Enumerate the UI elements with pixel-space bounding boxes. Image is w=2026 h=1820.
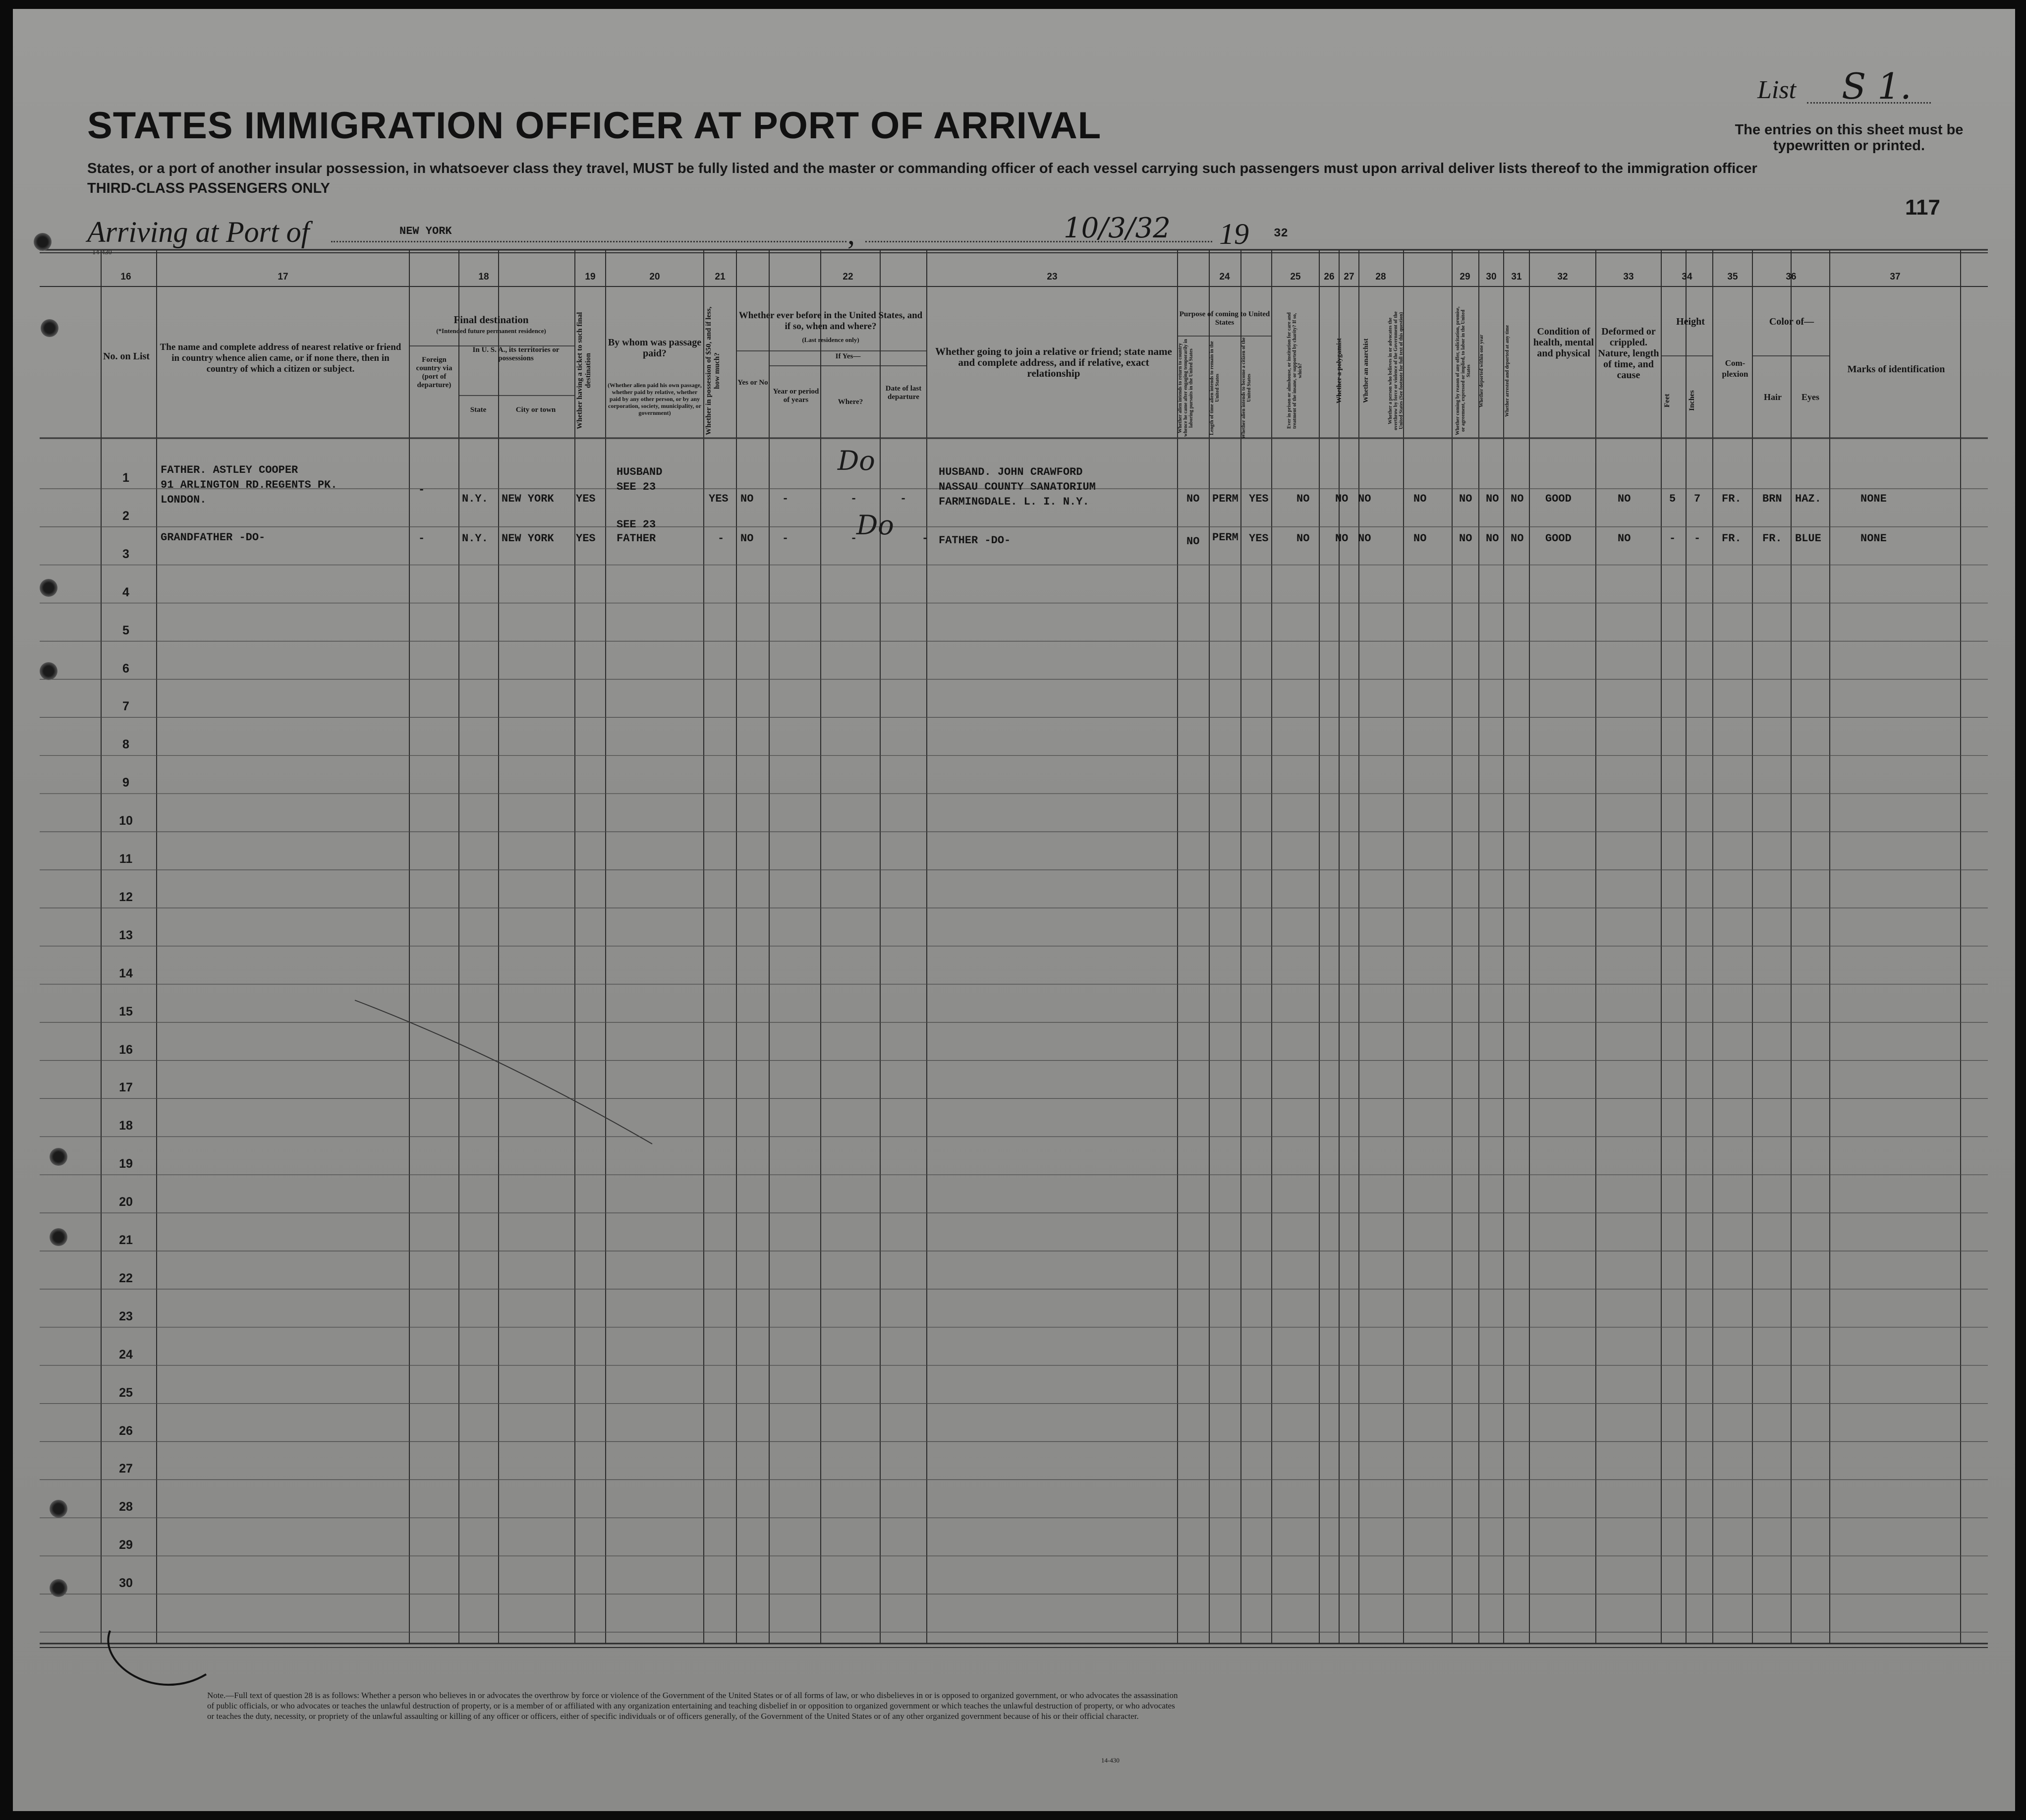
row2-paid-line2: FATHER bbox=[617, 532, 656, 545]
row1-col30: NO bbox=[1486, 493, 1499, 505]
row1-relative-line1: FATHER. ASTLEY COOPER bbox=[161, 464, 298, 476]
header-if-yes: If Yes— bbox=[835, 352, 861, 360]
row1-ticket: YES bbox=[576, 493, 596, 505]
header-eyes: Eyes bbox=[1801, 392, 1819, 402]
entry-instruction: The entries on this sheet must be typewritten or printed. bbox=[1735, 122, 1964, 154]
column-number: 37 bbox=[1890, 272, 1901, 282]
header-last-residence-only: (Last residence only) bbox=[802, 336, 859, 343]
row2-city: NEW YORK bbox=[502, 532, 554, 545]
row2-money: - bbox=[718, 532, 725, 545]
column-number: 34 bbox=[1682, 272, 1692, 282]
row1-eyes: HAZ. bbox=[1795, 493, 1821, 505]
row-number: 14 bbox=[119, 966, 133, 980]
header-purpose-length: Length of time alien intends to remain in the United States bbox=[1209, 341, 1220, 435]
row-number: 21 bbox=[119, 1233, 133, 1247]
header-inches: Inches bbox=[1688, 390, 1696, 411]
row1-hair: BRN bbox=[1762, 493, 1782, 505]
column-number: 23 bbox=[1047, 272, 1058, 282]
manifest-grid bbox=[13, 9, 2015, 1811]
passenger-class: THIRD-CLASS PASSENGERS ONLY bbox=[87, 180, 330, 196]
binder-hole bbox=[41, 319, 58, 337]
header-year-period: Year or period of years bbox=[773, 388, 819, 404]
manifest-sheet bbox=[13, 9, 2015, 1811]
column-number: 29 bbox=[1460, 272, 1470, 282]
arrival-date: 10/3/32 bbox=[1064, 212, 1171, 244]
row2-ditto-mark: Do bbox=[856, 510, 894, 541]
binder-hole bbox=[50, 1228, 67, 1246]
row1-join-line2: NASSAU COUNTY SANATORIUM bbox=[939, 481, 1096, 493]
row-number: 10 bbox=[119, 814, 133, 828]
header-polygamist: Whether a polygamist bbox=[1336, 338, 1343, 403]
header-complexion: Com- plexion bbox=[1722, 358, 1748, 379]
header-relative-address: The name and complete address of nearest relative or friend in country whence alien came, or if none there, then in country of which a citizen or subject. bbox=[160, 342, 401, 374]
row1-date-departure: - bbox=[900, 493, 907, 505]
row2-col28: NO bbox=[1413, 532, 1427, 545]
column-number: 18 bbox=[478, 272, 489, 282]
page-number: 117 bbox=[1905, 195, 1940, 220]
row1-purpose-return: NO bbox=[1186, 493, 1200, 505]
column-number: 28 bbox=[1375, 272, 1386, 282]
row1-join-line1: HUSBAND. JOHN CRAWFORD bbox=[939, 466, 1083, 478]
header-condition: Condition of health, mental and physical bbox=[1533, 326, 1594, 359]
row-number: 22 bbox=[119, 1271, 133, 1285]
row-number: 26 bbox=[119, 1423, 133, 1438]
header-col31: Whether arrested and deported at any time bbox=[1505, 325, 1510, 417]
header-yes-or-no: Yes or No bbox=[737, 379, 768, 387]
list-number: S 1. bbox=[1842, 65, 1912, 107]
row1-state: N.Y. bbox=[462, 493, 488, 505]
form-number: 14-430 bbox=[1101, 1757, 1120, 1764]
header-final-destination-note: (*Intended future permanent residence) bbox=[436, 327, 546, 335]
row-number: 27 bbox=[119, 1462, 133, 1476]
column-number: 35 bbox=[1727, 272, 1738, 282]
binder-hole bbox=[34, 233, 52, 251]
header-height: Height bbox=[1676, 316, 1705, 327]
row2-col25: NO bbox=[1296, 532, 1310, 545]
row-number: 6 bbox=[122, 661, 129, 676]
row-number: 4 bbox=[122, 585, 129, 599]
row1-col27: NO bbox=[1358, 493, 1371, 505]
column-number: 36 bbox=[1786, 272, 1797, 282]
column-number: 17 bbox=[278, 272, 288, 282]
header-in-usa: In U. S. A., its territories or possessions bbox=[472, 346, 560, 362]
row-number: 16 bbox=[119, 1042, 133, 1057]
row1-purpose-length: PERM bbox=[1212, 493, 1238, 505]
row1-inches: 7 bbox=[1694, 493, 1701, 505]
binder-hole bbox=[40, 662, 57, 680]
column-number: 24 bbox=[1219, 272, 1230, 282]
binder-hole bbox=[50, 1148, 67, 1166]
header-final-destination: Final destination bbox=[453, 314, 529, 326]
row2-col27: NO bbox=[1358, 532, 1371, 545]
header-deformed: Deformed or crippled. Nature, length of time, and cause bbox=[1598, 326, 1659, 381]
row-number: 25 bbox=[119, 1385, 133, 1400]
row2-hair: FR. bbox=[1762, 532, 1782, 545]
column-number: 25 bbox=[1290, 272, 1301, 282]
row2-marks: NONE bbox=[1860, 532, 1887, 545]
header-join-relative: Whether going to join a relative or friend; state name and complete address, and if relative, exact relationship bbox=[935, 345, 1172, 379]
row1-col28: NO bbox=[1413, 493, 1427, 505]
header-date-last-departure: Date of last departure bbox=[885, 385, 922, 401]
row2-join-line1: FATHER -DO- bbox=[939, 534, 1011, 547]
row1-col31: NO bbox=[1511, 493, 1524, 505]
intro-text: States, or a port of another insular possession, in whatsoever class they travel, MUST be fully listed and the master or commanding officer of each vessel carrying such passengers must upon arrival deliver lists thereof to the immigration officer bbox=[87, 161, 1757, 176]
port-comma: , bbox=[847, 218, 855, 250]
row1-year-period: - bbox=[782, 493, 789, 505]
row1-city: NEW YORK bbox=[502, 493, 554, 505]
header-hair: Hair bbox=[1764, 392, 1782, 402]
row2-foreign-country: - bbox=[418, 532, 425, 545]
row1-ever-before: NO bbox=[740, 493, 754, 505]
row1-join-line3: FARMINGDALE. L. I. N.Y. bbox=[939, 496, 1089, 508]
column-number: 27 bbox=[1344, 272, 1354, 282]
column-number: 31 bbox=[1511, 272, 1522, 282]
row-number: 7 bbox=[122, 699, 129, 714]
row-number: 19 bbox=[119, 1157, 133, 1171]
header-color-of: Color of— bbox=[1769, 316, 1814, 327]
row1-deformed: NO bbox=[1618, 493, 1631, 505]
header-purpose-citizen: Whether alien intends to become a citizen of the United States bbox=[1241, 337, 1252, 439]
row2-feet: - bbox=[1669, 532, 1676, 545]
pencil-stroke bbox=[355, 1000, 652, 1144]
column-number: 20 bbox=[649, 272, 660, 282]
row2-purpose-length: PERM bbox=[1212, 531, 1238, 544]
binder-hole bbox=[50, 1579, 67, 1597]
row-number: 28 bbox=[119, 1500, 133, 1514]
row-number: 1 bbox=[122, 471, 129, 485]
row-number: 5 bbox=[122, 623, 129, 637]
row2-relative-line1: GRANDFATHER -DO- bbox=[161, 531, 266, 544]
row2-col31: NO bbox=[1511, 532, 1524, 545]
row-number: 20 bbox=[119, 1195, 133, 1209]
header-no-on-list: No. on List bbox=[103, 351, 150, 362]
header-feet: Feet bbox=[1663, 394, 1671, 407]
header-foreign-country: Foreign country via (port of departure) bbox=[416, 356, 452, 389]
column-number: 21 bbox=[715, 272, 726, 282]
row2-purpose-citizen: YES bbox=[1249, 532, 1269, 545]
header-where: Where? bbox=[838, 398, 863, 406]
row1-complexion: FR. bbox=[1722, 493, 1742, 505]
header-col28: Whether a person who believes in or advocates the overthrow by force or violence of the Government of the United States (See footnote for full text of this question) bbox=[1388, 311, 1404, 430]
row1-marks: NONE bbox=[1860, 493, 1887, 505]
row-number: 18 bbox=[119, 1119, 133, 1133]
row1-health: GOOD bbox=[1545, 493, 1572, 505]
row-number: 15 bbox=[119, 1004, 133, 1019]
row1-money: YES bbox=[709, 493, 729, 505]
header-city-town: City or town bbox=[515, 406, 556, 414]
port-value: NEW YORK bbox=[399, 225, 452, 237]
header-purpose-return: Whether alien intends to return to country whence he came after engaging temporarily in laboring pursuits in the United States bbox=[1178, 339, 1194, 437]
binder-hole bbox=[50, 1500, 67, 1518]
row2-col29: NO bbox=[1459, 532, 1472, 545]
row1-relative-line2: 91 ARLINGTON RD.REGENTS PK. bbox=[161, 479, 338, 491]
column-number: 16 bbox=[120, 272, 131, 282]
row2-col30: NO bbox=[1486, 532, 1499, 545]
row-number: 12 bbox=[119, 890, 133, 904]
row2-col26: NO bbox=[1335, 532, 1349, 545]
row1-feet: 5 bbox=[1669, 493, 1676, 505]
row1-col29: NO bbox=[1459, 493, 1472, 505]
header-by-whom-paid-note: (Whether alien paid his own passage, whether paid by relative, whether paid by any other person, or by any corporation, society, municipality, or government) bbox=[608, 382, 702, 416]
pen-flourish bbox=[108, 1631, 206, 1685]
header-anarchist: Whether an anarchist bbox=[1362, 338, 1370, 403]
header-purpose: Purpose of coming to United States bbox=[1179, 310, 1270, 327]
header-by-whom-paid: By whom was passage paid? bbox=[608, 337, 702, 359]
footnote-question-28: Note.—Full text of question 28 is as follows: Whether a person who believes in or advocates the overthrow by force or violence of the Government of the United States or of all forms of law, or who disbelieves in or is opposed to organized government, or who advocates the assassination of public officials, or who advocates or teaches the unlawful destruction of property, or is a member of or affiliated with any organization entertaining and teaching disbelief in or opposition to organized government or which teaches the unlawful destruction of property, or who advocates or teaches the duty, necessity, or propriety of the unlawful assaulting or killing of any officer or officers, either of specific individuals or of officers generally, of the Government of the United States or of any other organized government because of his or their official character. bbox=[207, 1691, 1178, 1721]
row2-ticket: YES bbox=[576, 532, 596, 545]
header-state: State bbox=[470, 406, 487, 414]
column-number: 32 bbox=[1557, 272, 1568, 282]
column-number: 33 bbox=[1623, 272, 1634, 282]
row2-date-departure: - bbox=[922, 532, 929, 545]
row-number: 9 bbox=[122, 776, 129, 790]
row2-inches: - bbox=[1694, 532, 1701, 545]
row1-col25: NO bbox=[1296, 493, 1310, 505]
row2-health: GOOD bbox=[1545, 532, 1572, 545]
year-prefix: 19 bbox=[1219, 218, 1249, 250]
row1-relative-line3: LONDON. bbox=[161, 494, 207, 506]
row2-complexion: FR. bbox=[1722, 532, 1742, 545]
row2-paid-line1: SEE 23 bbox=[617, 518, 656, 531]
header-col25: Ever in prison or almshouse, or institution for care and treatment of the insane, or supported by charity? If so, which? bbox=[1287, 312, 1303, 429]
header-col30: Whether deported within one year bbox=[1479, 334, 1484, 407]
header-ticket: Whether having a ticket to such final destination bbox=[576, 312, 592, 430]
header-possession-50: Whether in possession of $50, and if less, how much? bbox=[705, 306, 721, 435]
header-marks: Marks of identification bbox=[1847, 364, 1945, 375]
row1-paid-line1: HUSBAND bbox=[617, 466, 663, 478]
header-col29: Whether coming by reason of any offer, solicitation, promise, or agreement, expressed or implied, to labor in the United States bbox=[1455, 306, 1471, 435]
row1-foreign-country: - bbox=[418, 484, 425, 496]
row1-col26: NO bbox=[1335, 493, 1349, 505]
column-number: 19 bbox=[585, 272, 596, 282]
row1-purpose-citizen: YES bbox=[1249, 493, 1269, 505]
row-number: 24 bbox=[119, 1347, 133, 1362]
column-number: 26 bbox=[1324, 272, 1335, 282]
row1-ditto-mark: Do bbox=[838, 445, 875, 476]
year-suffix: 32 bbox=[1274, 227, 1288, 240]
row2-year-period: - bbox=[782, 532, 789, 545]
form-code: 14-430 bbox=[92, 249, 112, 256]
row-number: 23 bbox=[119, 1309, 133, 1323]
row2-purpose-return: NO bbox=[1186, 535, 1200, 548]
row2-where: - bbox=[850, 532, 857, 545]
row2-state: N.Y. bbox=[462, 532, 488, 545]
row-number: 2 bbox=[122, 509, 129, 523]
page-title: STATES IMMIGRATION OFFICER AT PORT OF ARRIVAL bbox=[87, 105, 1102, 147]
row2-deformed: NO bbox=[1618, 532, 1631, 545]
header-ever-before: Whether ever before in the United States, and if so, when and where? bbox=[738, 310, 923, 332]
binder-hole bbox=[40, 579, 57, 597]
row1-where: - bbox=[850, 493, 857, 505]
row2-eyes: BLUE bbox=[1795, 532, 1821, 545]
list-label: List bbox=[1757, 76, 1797, 104]
row-number: 3 bbox=[122, 547, 129, 561]
column-number: 30 bbox=[1486, 272, 1497, 282]
row-number: 8 bbox=[122, 738, 129, 752]
row-number: 17 bbox=[119, 1081, 133, 1095]
column-number: 22 bbox=[843, 272, 853, 282]
row-number: 11 bbox=[119, 852, 133, 866]
row2-ever-before: NO bbox=[740, 532, 754, 545]
row-number: 30 bbox=[119, 1576, 133, 1591]
row1-paid-line2: SEE 23 bbox=[617, 481, 656, 493]
arriving-port-label: Arriving at Port of bbox=[87, 216, 310, 248]
row-number: 13 bbox=[119, 928, 133, 942]
row-number: 29 bbox=[119, 1538, 133, 1552]
